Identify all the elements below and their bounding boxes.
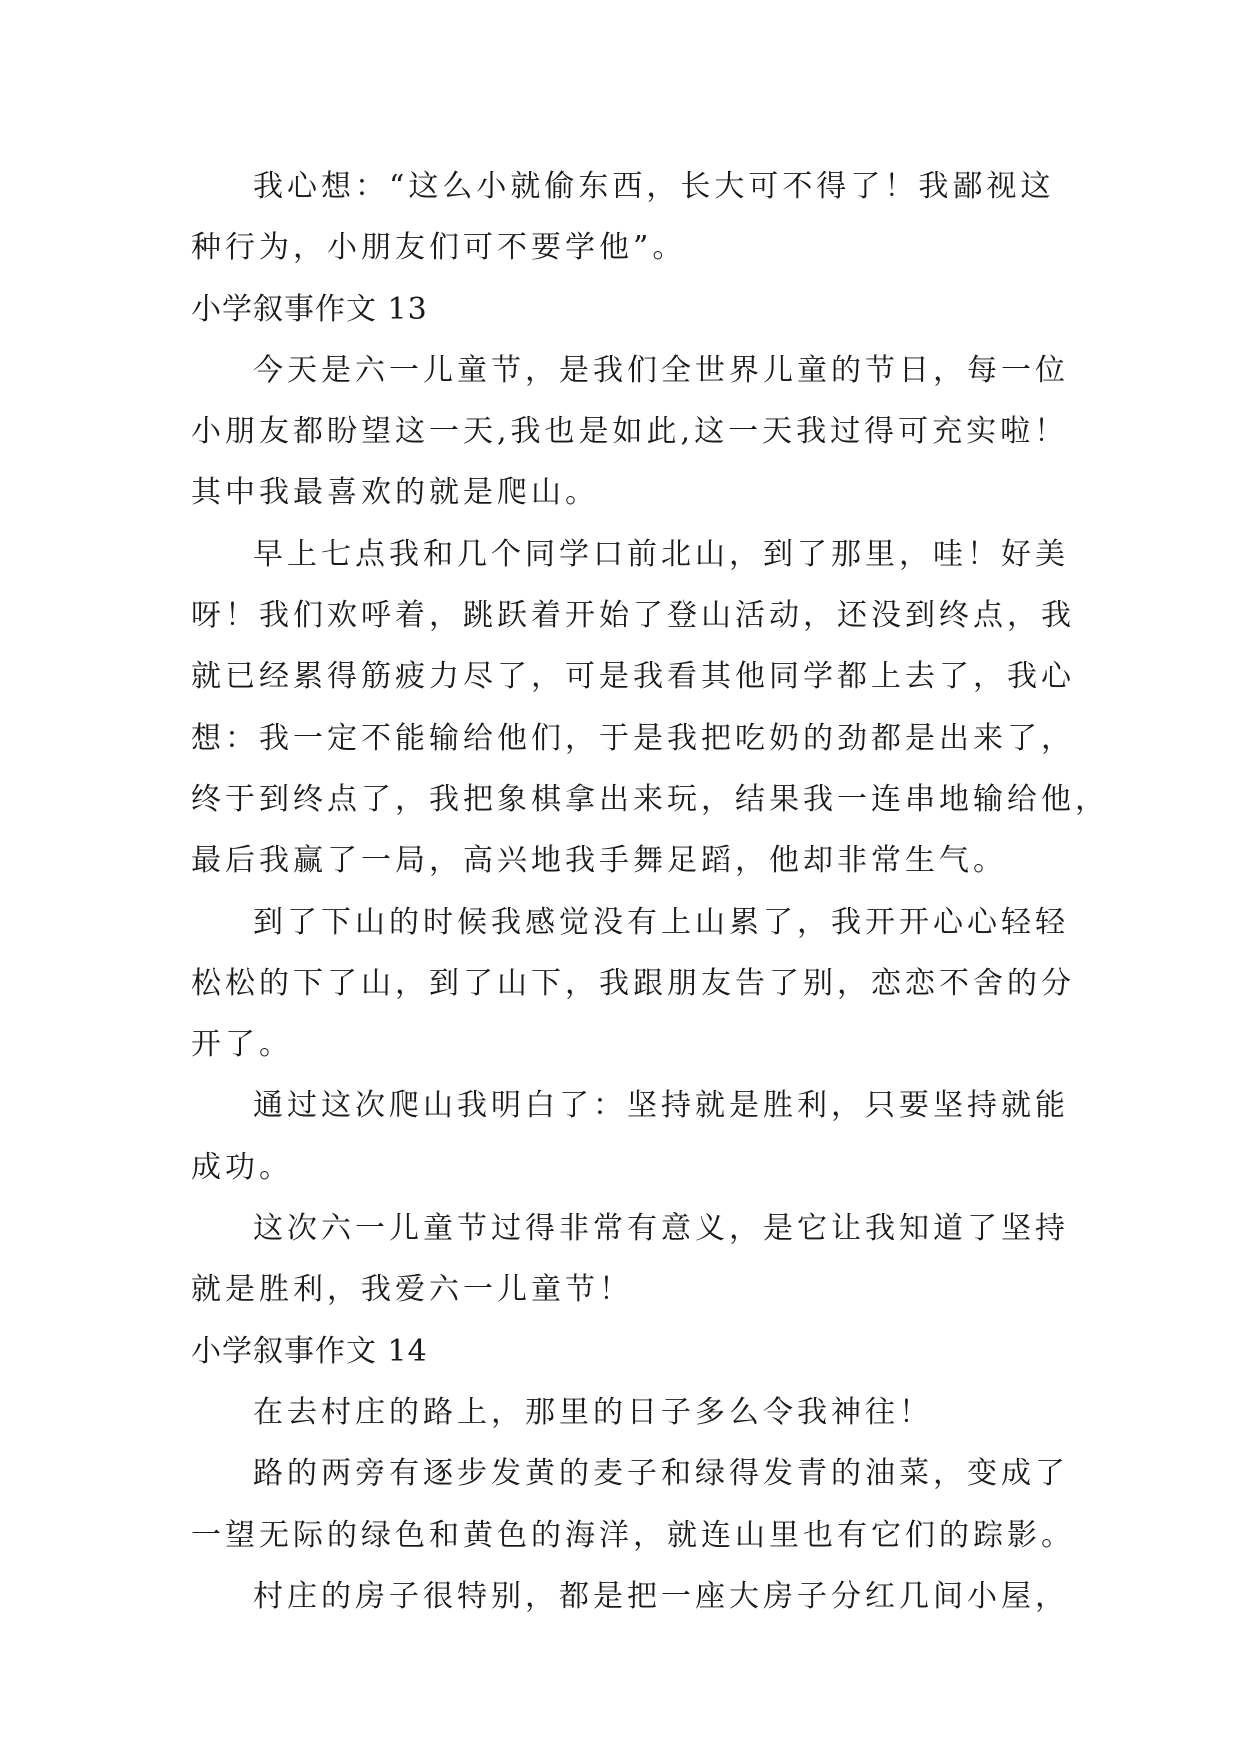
text-line: 村庄的房子很特别，都是把一座大房子分红几间小屋， xyxy=(253,1578,1069,1614)
text-line: 这次六一儿童节过得非常有意义，是它让我知道了坚持 xyxy=(253,1211,1069,1247)
text-line: 到了下山的时候我感觉没有上山累了，我开开心心轻轻 xyxy=(253,904,1069,940)
section-heading: 小学叙事作文 14 xyxy=(191,1333,428,1369)
text-line: 种行为，小朋友们可不要学他”。 xyxy=(191,230,687,266)
text-line: 开了。 xyxy=(191,1027,293,1063)
text-line: 终于到终点了，我把象棋拿出来玩，结果我一连串地输给他， xyxy=(191,781,1109,817)
text-line: 就是胜利，我爱六一儿童节！ xyxy=(191,1272,633,1308)
text-line: 早上七点我和几个同学口前北山，到了那里，哇！好美 xyxy=(253,536,1069,572)
text-line: 小朋友都盼望这一天,我也是如此,这一天我过得可充实啦！ xyxy=(191,414,1069,450)
text-line: 在去村庄的路上，那里的日子多么令我神往！ xyxy=(253,1394,933,1430)
text-line: 今天是六一儿童节，是我们全世界儿童的节日，每一位 xyxy=(253,352,1069,388)
section-heading: 小学叙事作文 13 xyxy=(191,291,428,327)
text-line: 路的两旁有逐步发黄的麦子和绿得发青的油菜，变成了 xyxy=(253,1456,1069,1492)
text-line: 我心想：“这么小就偷东西，长大可不得了！我鄙视这 xyxy=(253,169,1055,204)
text-line: 想：我一定不能输给他们，于是我把吃奶的劲都是出来了， xyxy=(191,720,1075,756)
text-line: 成功。 xyxy=(191,1149,293,1185)
text-line: 其中我最喜欢的就是爬山。 xyxy=(191,475,599,511)
document-page xyxy=(191,156,1109,1627)
text-line: 就已经累得筋疲力尽了，可是我看其他同学都上去了，我心 xyxy=(191,659,1075,695)
text-line: 呀！我们欢呼着，跳跃着开始了登山活动，还没到终点，我 xyxy=(191,598,1075,634)
text-line: 松松的下了山，到了山下，我跟朋友告了别，恋恋不舍的分 xyxy=(191,965,1075,1001)
text-line: 通过这次爬山我明白了：坚持就是胜利，只要坚持就能 xyxy=(253,1088,1069,1124)
text-line: 最后我赢了一局，高兴地我手舞足蹈，他却非常生气。 xyxy=(191,843,1007,879)
text-line: 一望无际的绿色和黄色的海洋，就连山里也有它们的踪影。 xyxy=(191,1517,1075,1553)
